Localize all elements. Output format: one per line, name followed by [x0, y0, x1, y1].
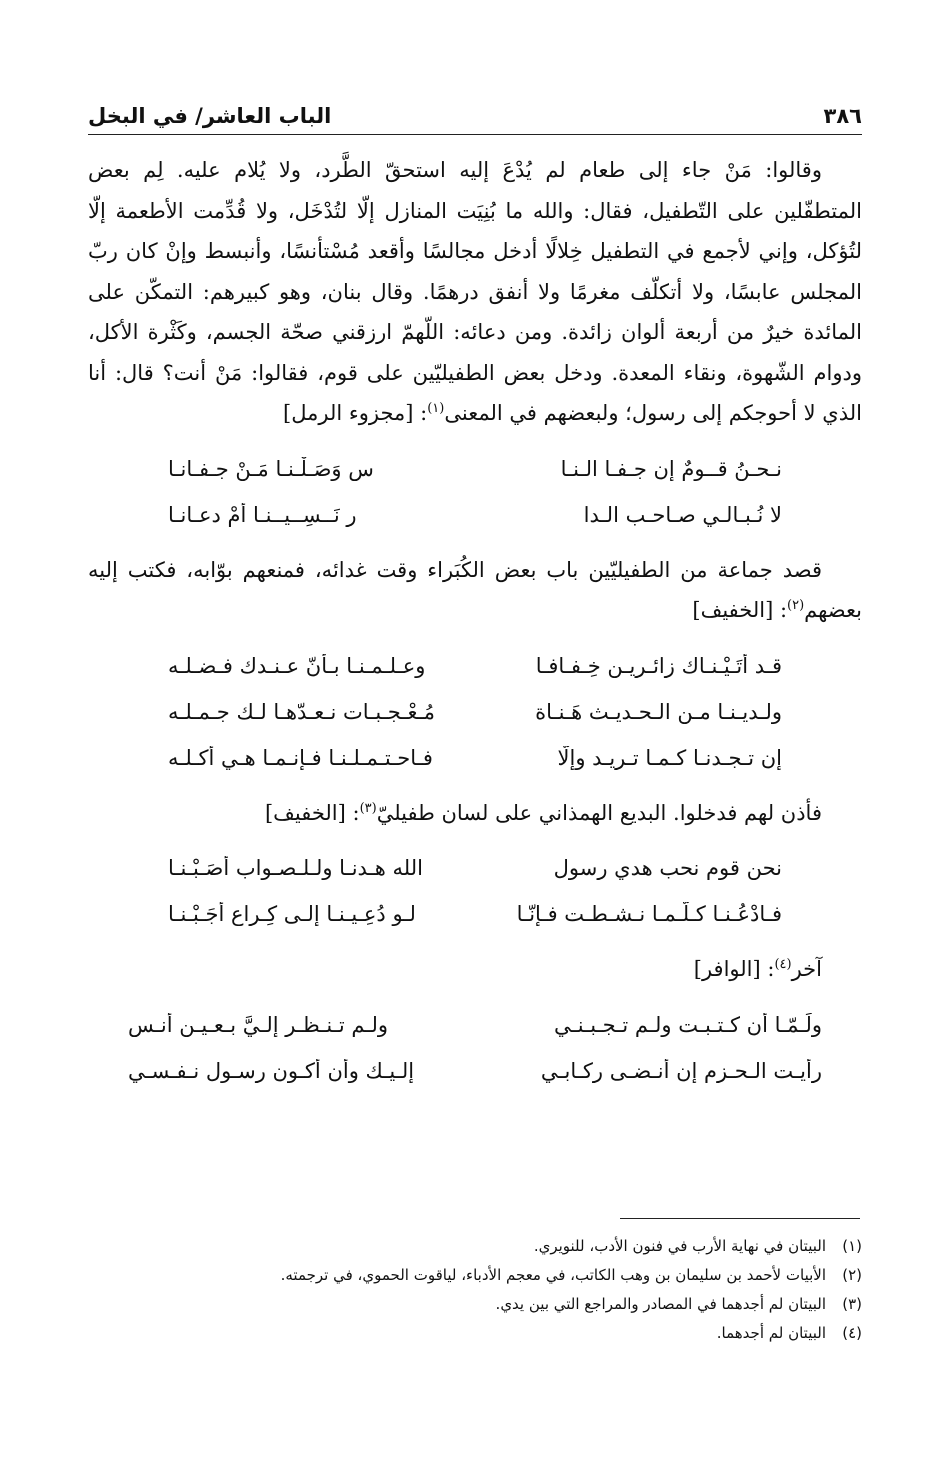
hemistich-first: نـحـنُ قــومٌ إن جـفـا الـنـا — [560, 456, 782, 481]
footnote-ref-2[interactable]: (٢) — [787, 598, 805, 613]
hemistich-first: رأيـت الـحـزم إن أنـضـى ركـابـي — [540, 1058, 822, 1083]
footnote-text: الأبيات لأحمد بن سليمان بن وهب الكاتب، في معجم الأدباء، لياقوت الحموي، في ترجمته. — [280, 1266, 826, 1284]
header-rule — [88, 134, 862, 135]
footnote-number: (٣) — [842, 1295, 862, 1313]
verse-line — [88, 735, 862, 781]
hemistich-first: إن تـجـدنـا كـمـا تـريـد وإلّا — [557, 745, 782, 770]
hemistich-second: وعـلـمـنـا بـأنّ عـنـدك فـضـلـه — [168, 653, 426, 678]
paragraph-2 — [88, 550, 862, 631]
paragraph-3-meter: : [الخفيف] — [264, 800, 360, 825]
paragraph-1 — [88, 150, 862, 434]
footnote-ref-1[interactable]: (١) — [427, 401, 445, 416]
verse-line — [88, 492, 862, 538]
running-head — [88, 88, 862, 128]
footnote-number: (٤) — [842, 1324, 862, 1342]
hemistich-second: لـو دُعِـيـنـا إلـى كِـراعِ أجَـبْـنـا — [168, 902, 416, 926]
paragraph-2-meter: : [الخفيف] — [692, 598, 788, 622]
footnote-item — [88, 1290, 862, 1319]
footnote-text: البيتان في نهاية الأرب في فنون الأدب، للنويري. — [533, 1237, 826, 1255]
hemistich-first: فـادْعُـنـا كـلّـمـا نـشـطـت فـإنّـا — [516, 902, 782, 926]
footnote-ref-4[interactable]: (٤) — [774, 957, 792, 972]
verse-line — [88, 1048, 862, 1094]
hemistich-second: ر نَــسِــيــنـا أمْ دعـانـا — [168, 502, 357, 527]
footnote-text: البيتان لم أجدهما. — [716, 1324, 826, 1342]
hemistich-second: س وَصَـلْـنـا مَـنْ جـفـانـا — [168, 456, 374, 481]
hemistich-second: ولـم تـنـظـر إلـيَّ بـعـيـن أنـسِ — [128, 1012, 389, 1037]
footnote-item — [88, 1232, 862, 1261]
hemistich-first: نحن قوم نحب هدي رسول — [553, 856, 782, 880]
page-number: ٣٨٦ — [823, 104, 862, 128]
verse-line — [88, 845, 862, 891]
footnote-text: البيتان لم أجدهما في المصادر والمراجع التي بين يدي. — [495, 1295, 826, 1313]
hemistich-first: ولـديـنـا مـن الـحـديـث هَـنـاة — [535, 699, 782, 724]
paragraph-4 — [88, 949, 862, 990]
verse-line — [88, 689, 862, 735]
footnote-number: (١) — [842, 1237, 862, 1255]
hemistich-second: إلـيـك وأن أكـون رسـول نـفـسـي — [128, 1058, 415, 1083]
hemistich-first: لا نُـبـالـي صـاحـب الـدا — [583, 502, 782, 527]
paragraph-1-meter: : [مجزوء الرمل] — [283, 401, 428, 425]
footnote-item — [88, 1261, 862, 1290]
paragraph-4-meter: : [الوافر] — [693, 957, 775, 981]
verse-line — [88, 891, 862, 937]
paragraph-4-text: آخر — [791, 957, 822, 981]
hemistich-second: الله هـدنـا ولـلـصـواب أصَـبْـنـا — [168, 856, 423, 880]
verse-line — [88, 1002, 862, 1048]
paragraph-2-text: قصد جماعة من الطفيليّين باب بعض الكُبَراء وقت غدائه، فمنعهم بوّابه، فكتب إليه بعضهم — [88, 557, 862, 622]
chapter-title: الباب العاشر/ في البخل — [88, 104, 332, 128]
verse-line — [88, 643, 862, 689]
footnote-number: (٢) — [842, 1266, 862, 1284]
footnote-ref-3[interactable]: (٣) — [359, 800, 377, 816]
body-text — [88, 150, 862, 1094]
footnote-rule — [620, 1218, 860, 1219]
hemistich-first: قـد أتَـيْـنـاك زائـريـن خِـفـافـا — [535, 653, 782, 678]
footnotes — [88, 1232, 862, 1348]
footnote-item — [88, 1319, 862, 1348]
hemistich-second: مُـعْـجـبـات نـعـدّهـا لـك جـمـلـه — [168, 699, 436, 724]
paragraph-3-text: فأذن لهم فدخلوا. البديع الهمذاني على لسان طفيليّ — [376, 800, 822, 825]
paragraph-3 — [88, 793, 862, 834]
hemistich-second: فـاحـتـمـلـنـا فـإنـمـا هـي أكـلـه — [168, 745, 433, 770]
paragraph-1-text: وقالوا: مَنْ جاء إلى طعام لم يُدْعَ إليه استحقّ الطَّرد، ولا يُلام عليه. لِم بعض المتطفّلين على التّطفيل، فقال: والله ما بُنِيَت المنازل إلّا لتُدْخَل، ولا قُدِّمت الأطعمة إلّا لتُؤكل، وإني لأجمع في التطفيل خِلالًا أدخل مجالسًا وأقعد مُسْتأنسًا، وأنبسط وإنْ كان ربّ المجلس عابسًا، ولا أتكلّف مغرمًا ولا أنفق درهمًا. وقال بنان، وهو كبيرهم: التمكّن على المائدة خيرٌ من أربعة ألوان زائدة. ومن دعائه: اللّهمّ ارزقني صحّة الجسم، وكَثْرة الأكل، ودوام الشّهوة، ونقاء المعدة. ودخل بعض الطفيليّين على قوم، فقالوا: مَنْ أنت؟ قال: أنا الذي لا أحوجكم إلى رسول؛ ولبعضهم في المعنى — [88, 158, 862, 425]
verse-line — [88, 446, 862, 492]
hemistich-first: ولَـمّـا أن كـتـبـت ولـم تـجـبـنـي — [554, 1012, 822, 1037]
